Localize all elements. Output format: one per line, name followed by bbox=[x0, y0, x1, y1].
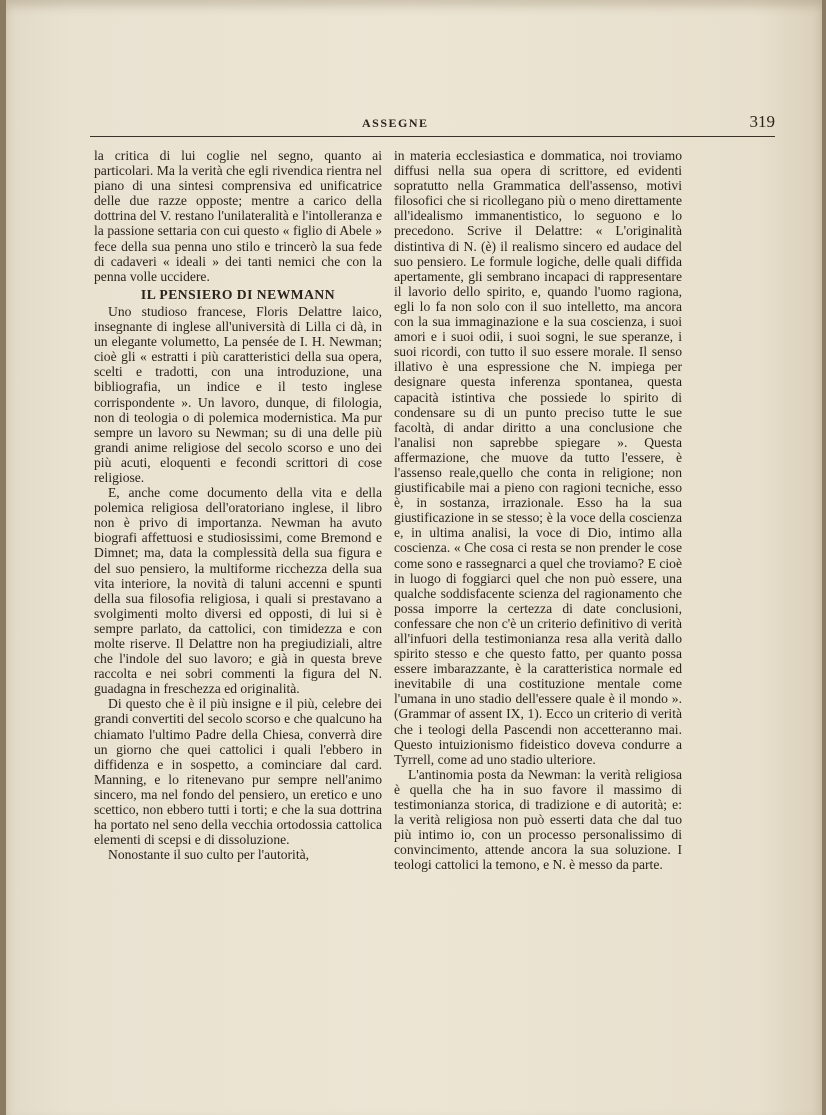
left-paragraph-2: Uno studioso francese, Floris Delattre laico, insegnante di inglese all'università di Lilla ci dà, in un elegante volumetto, La pensée de I. H. Newman; cioè gli « estratti i più caratteristici della sua opera, scelti e tradotti, con una introduzione, una bibliografia, un indice e il testo inglese corrispondente ». Un lavoro, dunque, di filologia, non di teologia o di polemica modernistica. Ma pur sempre un lavoro su Newman; su di una delle più grandi anime religiose del secolo scorso e uno dei più acuti, eloquenti e fecondi scrittori di cose religiose. bbox=[94, 303, 382, 485]
right-paragraph-1: in materia ecclesiastica e dommatica, noi troviamo diffusi nella sua opera di scrittore, ed evidenti sopratutto nella Grammatica dell'assenso, motivi filosofici che si ricollegano più o meno direttamente all'idealismo immanentistico, lo seguono e lo precedono. Scrive il Delattre: « L'originalità distintiva di N. (è) il realismo sincero ed audace del suo pensiero. Le formule logiche, delle quali diffida apertamente, gli sembrano incapaci di rappresentare il lavorio dello spirito, e, quando l'uomo ragiona, egli lo fa non solo con il suo intelletto, ma ancora con la sua immaginazione e la sua coscienza, i suoi amori e i suoi odii, i suoi sogni, le sue speranze, i suoi ricordi, con tutto il suo essere morale. Il senso illativo è una espressione che N. impiega per designare questa inferenza spontanea, questa capacità istintiva che possiede lo spirito di condensare su di un punto preciso tutte le sue facoltà, di andar diritto a una conclusione che l'analisi non saprebbe spiegare ». Questa affermazione, che muove da tutto l'essere, è l'assenso reale,quello che conta in religione; non giustificabile mai a pieno con ragioni tecniche, esso è, in sostanza, irrazionale. Esso ha la sua giustificazione in se stesso; è la voce della coscienza e, in ultima analisi, la voce di Dio, intimo alla coscienza. « Che cosa ci resta se non prender le cose come sono e rassegnarci a quel che troviamo? E cioè in luogo di foggiarci quel che non può essere, una qualche soddisfacente scienza del ragionamento che possa imporre la certezza di date conclusioni, confessare che non c'è un criterio definitivo di verità all'infuori della testimonianza resa alla verità dallo spirito stesso e che questo fatto, per quanto possa essere imbarazzante, è la caratteristica normale ed inevitabile di una costituzione mentale come l'umana in uno stadio dell'essere quale è il mondo ». (Grammar of assent IX, 1). Ecco un criterio di verità che i teologi della Pascendi non accetteranno mai. Questo intuizionismo fideistico doveva condurre a Tyrrell, come ad uno stadio ulteriore. bbox=[394, 148, 682, 767]
page-header bbox=[90, 112, 775, 137]
left-paragraph-1: la critica di lui coglie nel segno, quanto ai particolari. Ma la verità che egli rivendica rientra nel piano di una sintesi comprensiva ed unificatrice delle due razze opposte; mentre a carico della dottrina del V. restano l'unilateralità e l'intolleranza e la passione settaria con cui questo « figlio di Abele » fece della sua penna uno stilo e trincerò la sua fede di cadaveri « ideali » dei tanti nemici che con la penna volle uccidere. bbox=[94, 148, 382, 284]
book-page bbox=[6, 0, 822, 1115]
left-paragraph-5: Nonostante il suo culto per l'autorità, bbox=[108, 847, 310, 863]
right-column bbox=[394, 148, 682, 873]
page-number: 319 bbox=[749, 112, 775, 131]
running-head: ASSEGNE bbox=[362, 116, 429, 130]
right-paragraph-2: L'antinomia posta da Newman: la verità religiosa è quella che ha in suo favore il massimo di testimonianza storica, di tradizione e di autorità; e: la verità religiosa non può esserti data che dal tuo più intimo io, con un processo personalissimo di convincimento, attende ancora la sua soluzione. I teologi cattolici la temono, e N. è messo da parte. bbox=[394, 766, 682, 873]
left-column bbox=[94, 148, 382, 862]
section-title: IL PENSIERO DI NEWMANN bbox=[140, 286, 336, 302]
left-paragraph-3: E, anche come documento della vita e della polemica religiosa dell'oratoriano inglese, il libro non è privo di importanza. Newman ha avuto biografi affettuosi e studiosissimi, come Bremond e Dimnet; ma, data la complessità della sua figura e del suo pensiero, la multiforme ricchezza della sua vita interiore, la novità di taluni accenni e spunti della sua filosofia religiosa, i quali si prestavano a svolgimenti molto diversi ed opposti, di lui si è sempre parlato, da cattolici, con timidezza e con molte riserve. Il Delattre non ha pregiudiziali, altre che l'indole del suo lavoro; e già in questa breve raccolta e nei sobri commenti la figura del N. guadagna in freschezza ed originalità. bbox=[94, 485, 382, 697]
left-paragraph-4: Di questo che è il più insigne e il più, celebre dei grandi convertiti del secolo scorso e che qualcuno ha chiamato l'ultimo Padre della Chiesa, converrà dire un giorno che quei cattolici i quali l'ebbero in diffidenza e in sospetto, a cominciare dal card. Manning, e lo ritenevano pur sempre nell'animo sincero, ma nel fondo del pensiero, un eretico e uno scettico, non ebbero tutti i torti; e che la sua dottrina ha portato nel seno della vecchia ortodossia cattolica elementi di scepsi e di dissoluzione. bbox=[94, 696, 382, 848]
